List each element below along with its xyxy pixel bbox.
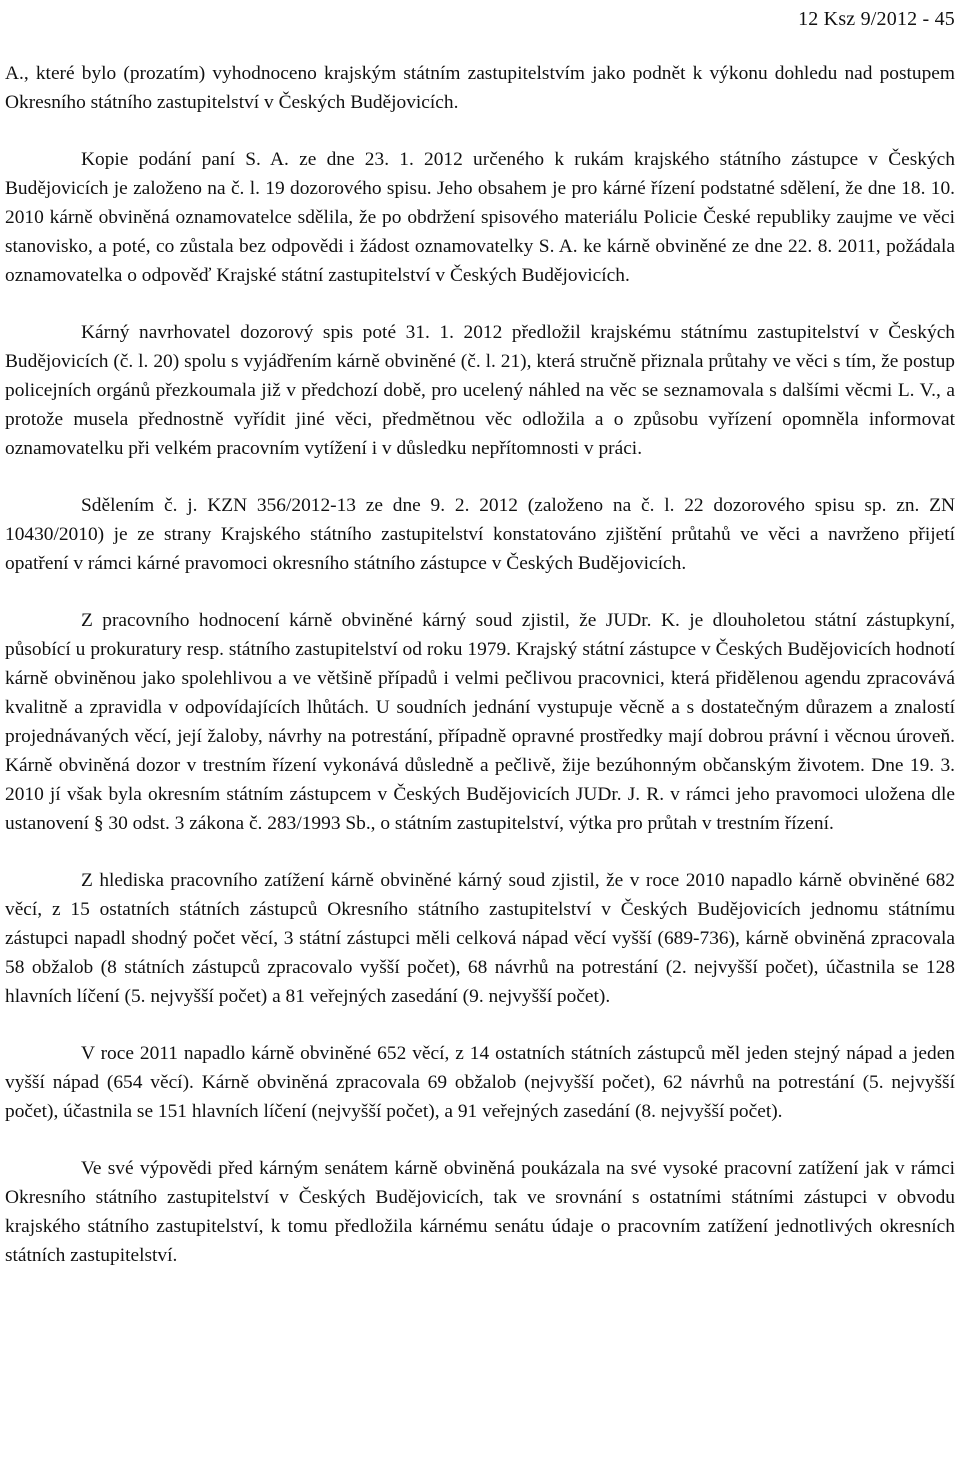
paragraph-8: Ve své výpovědi před kárným senátem kárně obviněná poukázala na své vysoké pracovní zatížení jak v rámci Okresního státního zastupitelství v Českých Budějovicích, tak ve srovnání s ostatními státními zástupci v obvodu krajského státního zastupitelství, k tomu předložila kárnému senátu údaje o pracovním zatížení jednotlivých okresních státních zastupitelství. [5, 1158, 955, 1266]
paragraph-5: Z pracovního hodnocení kárně obviněné kárný soud zjistil, že JUDr. K. je dlouholetou státní zástupkyní, působící u prokuratury resp. státního zastupitelství od roku 1979. Krajský státní zástupce v Českých Budějovicích hodnotí kárně obviněnou jako spolehlivou a ve většině případů i velmi pečlivou pracovnici, která přidělenou agendu zpracovává kvalitně a zpravidla v odpovídajících lhůtách. U soudních jednání vystupuje věcně a s dostatečným důrazem a znalostí projednávaných věcí, její žaloby, návrhy na potrestání, případně opravné prostředky mají dobrou právní i věcnou úroveň. Kárně obviněná dozor v trestním řízení vykonává důsledně a pečlivě, žije bezúhonným občanským životem. Dne 19. 3. 2010 jí však byla okresním státním zástupcem v Českých Budějovicích JUDr. J. R. v rámci jeho pravomoci uložena dle ustanovení § 30 odst. 3 zákona č. 283/1993 Sb., o státním zastupitelství, výtka pro průtah v trestním řízení. [5, 610, 955, 834]
paragraph-4: Sdělením č. j. KZN 356/2012-13 ze dne 9. 2. 2012 (založeno na č. l. 22 dozorového spisu sp. zn. ZN 10430/2010) je ze strany Krajského státního zastupitelství konstatováno zjištění průtahů ve věci a navrženo přijetí opatření v rámci kárné pravomoci okresního státního zástupce v Českých Budějovicích. [5, 495, 955, 574]
paragraph-6: Z hlediska pracovního zatížení kárně obviněné kárný soud zjistil, že v roce 2010 napadlo kárně obviněné 682 věcí, z 15 ostatních státních zástupců Okresního státního zastupitelství v Českých Budějovicích jednomu státnímu zástupci napadl shodný počet věcí, 3 státní zástupci měli celková nápad věcí vyšší (689-736), kárně obviněná zpracovala 58 obžalob (8 státních zástupců zpracovalo vyšší počet), 68 návrhů na potrestání (2. nejvyšší počet), účastnila se 128 hlavních líčení (5. nejvyšší počet) a 81 veřejných zasedání (9. nejvyšší počet). [5, 870, 955, 1007]
paragraph-3: Kárný navrhovatel dozorový spis poté 31. 1. 2012 předložil krajskému státnímu zastupitelství v Českých Budějovicích (č. l. 20) spolu s vyjádřením kárně obviněné (č. l. 21), která stručně přiznala průtahy ve věci s tím, že postup policejních orgánů přezkoumala již v předchozí době, pro ucelený náhled na věc se seznamovala s dalšími věcmi L. V., a protože musela přednostně vyřídit jiné věci, předmětnou věc odložila a o způsobu vyřízení opomněla informovat oznamovatelku při velkém pracovním vytížení i v důsledku nepřítomnosti v práci. [5, 322, 955, 459]
paragraph-7: V roce 2011 napadlo kárně obviněné 652 věcí, z 14 ostatních státních zástupců měl jeden stejný nápad a jeden vyšší nápad (654 věcí). Kárně obviněná zpracovala 69 obžalob (nejvyšší počet), 62 návrhů na potrestání (5. nejvyšší počet), účastnila se 151 hlavních líčení (nejvyšší počet), a 91 veřejných zasedání (8. nejvyšší počet). [5, 1043, 955, 1122]
case-number-header: 12 Ksz 9/2012 - 45 [798, 8, 955, 30]
paragraph-2: Kopie podání paní S. A. ze dne 23. 1. 2012 určeného k rukám krajského státního zástupce v Českých Budějovicích je založeno na č. l. 19 dozorového spisu. Jeho obsahem je pro kárné řízení podstatné sdělení, že dne 18. 10. 2010 kárně obviněná oznamovatelce sdělila, že po obdržení spisového materiálu Policie České republiky zaujme ve věci stanovisko, a poté, co zůstala bez odpovědi i žádost oznamovatelky S. A. ke kárně obviněné ze dne 22. 8. 2011, požádala oznamovatelka o odpověď Krajské státní zastupitelství v Českých Budějovicích. [5, 149, 955, 286]
paragraph-1: A., které bylo (prozatím) vyhodnoceno krajským státním zastupitelstvím jako podnět k výkonu dohledu nad postupem Okresního státního zastupitelství v Českých Budějovicích. [5, 63, 955, 113]
document-page [5, 0, 955, 1298]
